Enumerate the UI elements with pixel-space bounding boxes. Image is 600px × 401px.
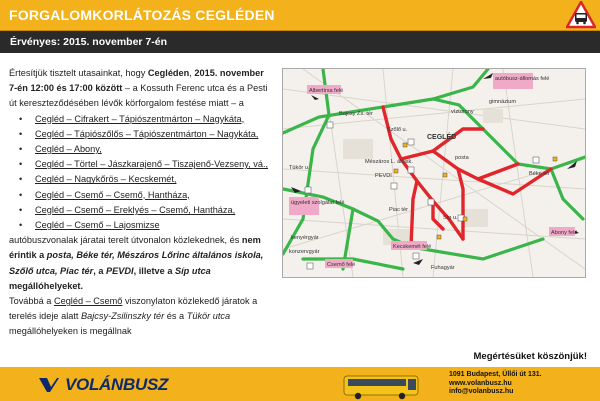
address-text: 1091 Budapest, Üllői út 131. bbox=[449, 371, 542, 378]
intro-mid: , bbox=[189, 68, 195, 78]
map-label: Fuhagyár bbox=[431, 265, 455, 271]
route-item: • Cegléd – Nagykőrös – Kecskemét, bbox=[19, 172, 274, 187]
volanbusz-logo-icon bbox=[38, 377, 60, 393]
para2-stop1: Bajcsy-Zsilinszky tér bbox=[81, 311, 165, 322]
route-list bbox=[9, 112, 274, 234]
map-label: Piac tér bbox=[389, 207, 408, 213]
volanbusz-logo bbox=[38, 376, 168, 394]
map-svg bbox=[283, 69, 585, 277]
map-label: Kecskemét felé bbox=[393, 244, 432, 250]
intro-town: Cegléden bbox=[147, 68, 190, 78]
para2-route: Cegléd – Csemő bbox=[53, 296, 123, 307]
thanks-text: Megértésüket köszönjük! bbox=[473, 351, 587, 362]
route-item: • Cegléd – Csemő – Ereklyés – Csemő, Hantháza, bbox=[19, 203, 274, 218]
extra-stops-paragraph bbox=[9, 294, 274, 340]
map-label: CEGLÉD bbox=[427, 134, 457, 141]
map-label: kenyérgyár bbox=[291, 235, 319, 241]
stop-sip: Síp utca bbox=[174, 265, 211, 276]
route-item: • Cegléd – Csemő – Lajosmizse bbox=[19, 218, 274, 233]
stops-also: , illetve a bbox=[133, 265, 175, 276]
map-label: Csemő felé bbox=[327, 262, 356, 268]
validity-bar bbox=[0, 31, 600, 53]
validity-text: Érvényes: 2015. november 7-én bbox=[10, 36, 167, 48]
intro-paragraph bbox=[9, 66, 274, 112]
traffic-warning-bus-icon bbox=[566, 1, 596, 29]
intro-post: – a Kossuth Ferenc utca és a Pesti út kereszteződésében lévők körforgalom festése miatt – a bbox=[9, 83, 268, 109]
para2-pre: Továbbá a bbox=[9, 296, 54, 307]
after-end: megállóhelyeket. bbox=[9, 280, 84, 291]
route-item: • Cegléd – Törtel – Jászkarajenő – Tiszajenő-Vezseny, vá., bbox=[19, 157, 274, 172]
route-item: • Cegléd – Cifrakert – Tápiószentmárton – Nagykáta, bbox=[19, 112, 274, 127]
para2-end: megállóhelyeken is megállnak bbox=[9, 326, 132, 337]
para2-mid: viszonylaton közlekedő járatok a terelés ideje alatt bbox=[9, 296, 258, 322]
logo-wordmark: VOLÁNBUSZ bbox=[65, 375, 169, 394]
page-title: FORGALOMKORLÁTOZÁS CEGLÉDEN bbox=[9, 7, 275, 23]
route-item: • Cegléd – Abony, bbox=[19, 142, 274, 157]
map-label: Síp u. bbox=[443, 215, 458, 221]
map-label: PEVDI bbox=[375, 173, 392, 179]
email-link[interactable]: info@volanbusz.hu bbox=[449, 388, 514, 396]
intro-date: 2015. november 7-én 12:00 és 17:00 között bbox=[9, 68, 264, 94]
intro-pre: Értesítjük tisztelt utasainkat, hogy bbox=[9, 68, 148, 78]
notice-text bbox=[9, 66, 274, 340]
map-label: Tükör u. bbox=[289, 165, 310, 171]
map-label: Szőlő u. bbox=[387, 127, 408, 133]
map-label: Albertirsa felé bbox=[309, 88, 344, 94]
map-label: víztorony bbox=[451, 109, 474, 115]
city-map-illustration bbox=[282, 68, 586, 278]
map-label: posta bbox=[455, 155, 469, 161]
after-pre: autóbuszvonalak járatai terelt útvonalon közlekednek, és bbox=[9, 235, 242, 246]
map-label: Bajcsy Zs. tér bbox=[339, 111, 373, 117]
affected-stops-paragraph bbox=[9, 233, 274, 294]
normal-routes bbox=[283, 69, 585, 269]
map-label: autóbusz-állomás felé bbox=[495, 76, 550, 82]
para2-stop2: Tükör utca bbox=[186, 311, 231, 322]
bus-illustration bbox=[342, 372, 422, 400]
header-bar bbox=[0, 0, 600, 31]
map-label: gimnázium bbox=[489, 99, 517, 105]
route-item: • Cegléd – Tápiószőlős – Tápiószentmárton – Nagykáta, bbox=[19, 127, 274, 142]
route-item: • Cegléd – Csemő – Csemő, Hantháza, bbox=[19, 188, 274, 203]
map-label: Mészáros L. ált.isk. bbox=[365, 159, 413, 165]
map-label: Abony felé bbox=[551, 230, 578, 236]
stop-pevdi: PEVDI bbox=[106, 265, 134, 276]
stops-and: , a bbox=[93, 265, 107, 276]
para2-and: és a bbox=[164, 311, 187, 322]
map-label: ügyeleti szolgálat felé bbox=[291, 200, 345, 206]
after-bold: nem érintik a bbox=[9, 235, 261, 261]
contact-block bbox=[449, 371, 542, 397]
map-label: konzervgyár bbox=[289, 249, 320, 255]
website-link[interactable]: www.volanbusz.hu bbox=[449, 379, 512, 387]
map-label: Béke tér bbox=[529, 171, 550, 177]
stops-list: posta, Béke tér, Mészáros Lőrinc általános iskola, Szőlő utca, Piac tér bbox=[9, 250, 264, 276]
